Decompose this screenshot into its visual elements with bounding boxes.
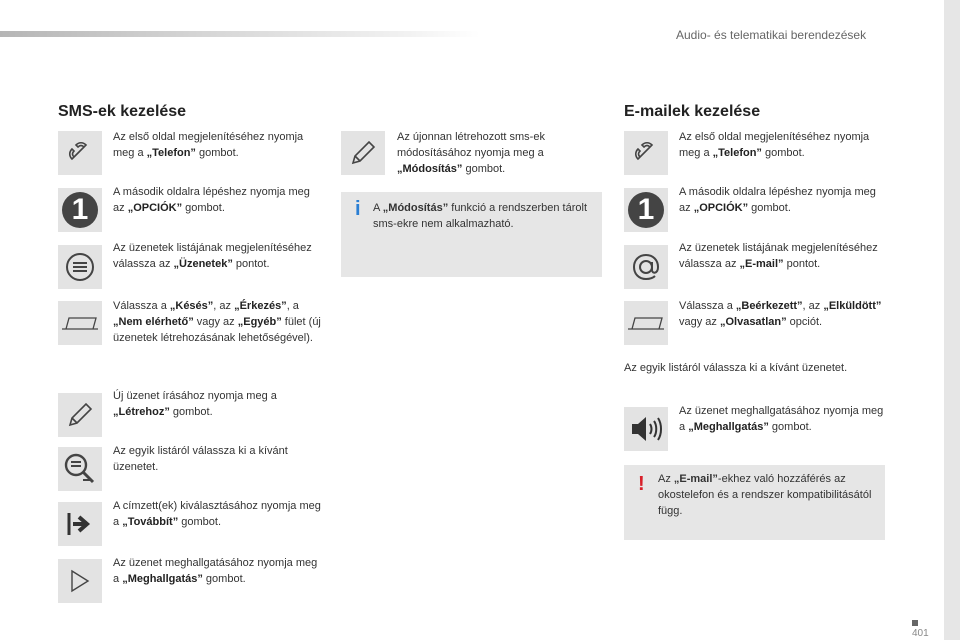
pencil-icon (58, 393, 102, 437)
sms-step-1-text: Az első oldal megjelenítéséhez nyomja meg a „Telefon” gombot. (113, 131, 304, 159)
sms-step-8-text: Az üzenet meghallgatásához nyomja meg a „Meghallgatás” gombot. (113, 557, 318, 585)
header-gradient-bar (0, 31, 480, 37)
sms-step-5-text: Új üzenet írásához nyomja meg a „Létrehoz” gombot. (113, 390, 277, 418)
sms-step-4-text: Válassza a „Késés”, az „Érkezés”, a „Nem elérhető” vagy az „Egyéb” fület (új üzenetek létrehozásának lehetőségével). (113, 300, 321, 344)
message-list-icon (58, 245, 102, 289)
phone-icon (58, 131, 102, 175)
sms-step-7-text: A címzett(ek) kiválasztásához nyomja meg a „Továbbít” gombot. (113, 500, 321, 528)
at-sign-icon (624, 245, 668, 289)
sms-step-2-text: A második oldalra lépéshez nyomja meg az „OPCIÓK” gombot. (113, 186, 310, 214)
number-one-badge: 1 (624, 188, 668, 232)
phone-icon (624, 131, 668, 175)
email-heading: E-mailek kezelése (624, 103, 761, 120)
warning-icon: ! (638, 473, 645, 495)
sms-heading: SMS-ek kezelése (58, 103, 187, 120)
email-step-3-text: Az üzenetek listájának megjelenítéséhez válassza az „E-mail” pontot. (679, 242, 878, 270)
pencil-icon (341, 131, 385, 175)
page-dot (912, 620, 918, 626)
page-edge-strip (944, 0, 960, 640)
forward-icon (58, 502, 102, 546)
sms-step-6-text: Az egyik listáról válassza ki a kívánt üzenetet. (113, 445, 288, 473)
sms-edit-text: Az újonnan létrehozott sms-ek módosításához nyomja meg a „Módosítás” gombot. (397, 131, 545, 175)
info-icon: i (355, 198, 361, 220)
warning-note-text: Az „E-mail”-ekhez való hozzáférés az okostelefon és a rendszer kompatibilitásától függ. (658, 473, 872, 517)
tab-selector-icon (624, 301, 668, 345)
play-icon (58, 559, 102, 603)
email-step-4-text: Válassza a „Beérkezett”, az „Elküldött” vagy az „Olvasatlan” opciót. (679, 300, 882, 328)
email-listen-text: Az üzenet meghallgatásához nyomja meg a „Meghallgatás” gombot. (679, 405, 884, 433)
info-note-text: A „Módosítás” funkció a rendszerben tárolt sms-ekre nem alkalmazható. (373, 202, 588, 230)
section-title: Audio- és telematikai berendezések (676, 28, 867, 42)
sms-step-3-text: Az üzenetek listájának megjelenítéséhez válassza az „Üzenetek” pontot. (113, 242, 312, 270)
select-message-icon (58, 447, 102, 491)
tab-selector-icon (58, 301, 102, 345)
warning-note (624, 465, 885, 540)
speaker-icon (624, 407, 668, 451)
page-number: 401 (912, 628, 929, 639)
info-note (341, 192, 602, 277)
number-one-badge: 1 (58, 188, 102, 232)
email-step-1-text: Az első oldal megjelenítéséhez nyomja meg a „Telefon” gombot. (679, 131, 870, 159)
email-step-2-text: A második oldalra lépéshez nyomja meg az „OPCIÓK” gombot. (679, 186, 876, 214)
email-select-text: Az egyik listáról válassza ki a kívánt üzenetet. (624, 362, 848, 374)
